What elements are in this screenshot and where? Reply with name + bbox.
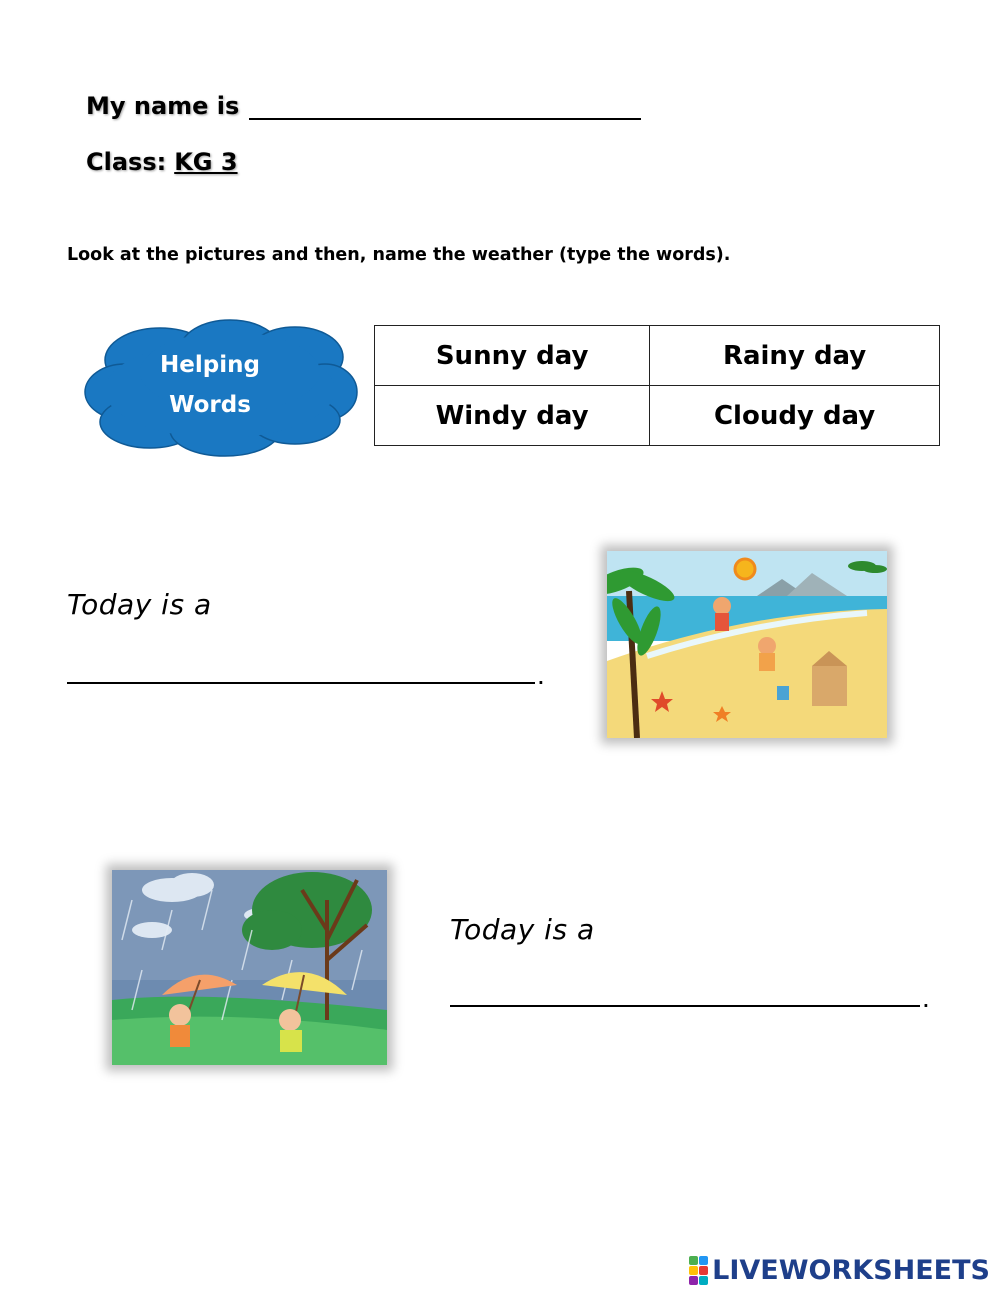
instruction-text: Look at the pictures and then, name the weather (type the words). (67, 245, 731, 265)
table-row (375, 326, 940, 386)
answer-field-2[interactable] (450, 985, 920, 1007)
question-1-prompt: Today is a (67, 588, 212, 621)
name-line (86, 92, 641, 120)
liveworksheets-logo (689, 1255, 990, 1286)
sunny-beach-picture (607, 551, 887, 738)
helping-words-line2: Words (169, 392, 251, 418)
class-value: KG 3 (174, 148, 238, 176)
name-blank (249, 94, 641, 120)
helping-words-line1: Helping (160, 352, 260, 378)
logo-text: LIVEWORKSHEETS (712, 1255, 990, 1286)
logo-mark-icon (689, 1256, 708, 1285)
word-cell: Windy day (375, 386, 650, 446)
question-2-prompt: Today is a (450, 913, 595, 946)
word-cell: Sunny day (375, 326, 650, 386)
question-1-answer-line: . (67, 662, 545, 684)
answer-field-1[interactable] (67, 662, 535, 684)
rainy-day-picture (112, 870, 387, 1065)
class-line (86, 148, 238, 176)
class-label: Class: (86, 148, 167, 176)
word-cell: Rainy day (650, 326, 940, 386)
question-2-answer-line: . (450, 985, 930, 1007)
helping-words-table (374, 325, 940, 446)
name-label: My name is (86, 92, 240, 120)
helping-words-title (140, 345, 280, 425)
word-cell: Cloudy day (650, 386, 940, 446)
table-row (375, 386, 940, 446)
